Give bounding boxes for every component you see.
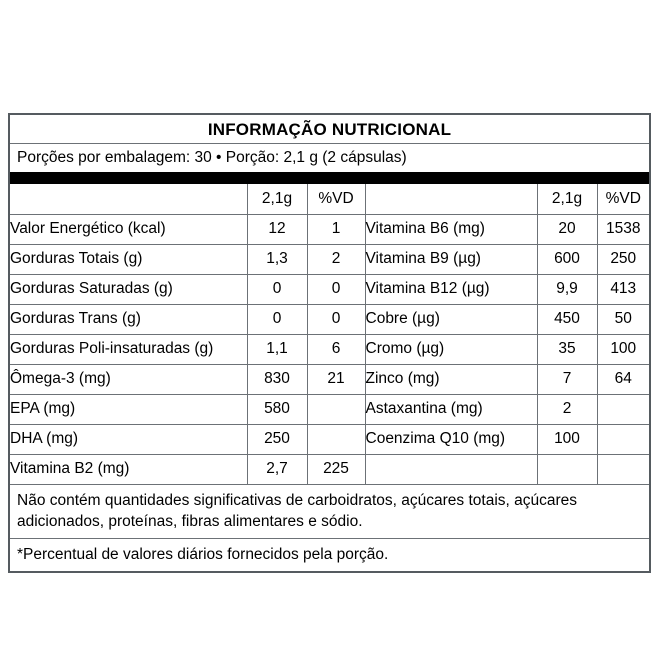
serving-information: Porções por embalagem: 30 • Porção: 2,1 g (2 cápsulas) (17, 149, 407, 166)
row-left-amount: 0 (247, 304, 307, 334)
table-row (10, 394, 649, 424)
row-left-name: Valor Energético (kcal) (10, 214, 247, 244)
header-left-amount: 2,1g (247, 184, 307, 214)
footnote-daily-values: *Percentual de valores diários fornecidos pela porção. (10, 538, 649, 571)
row-right-name: Astaxantina (mg) (365, 394, 537, 424)
row-left-name: Gorduras Poli-insaturadas (g) (10, 334, 247, 364)
row-left-name: Gorduras Trans (g) (10, 304, 247, 334)
row-right-vd (597, 394, 649, 424)
row-left-vd: 21 (307, 364, 365, 394)
row-left-vd: 0 (307, 304, 365, 334)
nutrition-table (10, 184, 649, 484)
footnote-insignificant-amounts (10, 484, 649, 538)
header-left-name (10, 184, 247, 214)
row-left-amount: 1,1 (247, 334, 307, 364)
row-right-amount: 7 (537, 364, 597, 394)
row-left-amount: 830 (247, 364, 307, 394)
row-left-name: Gorduras Saturadas (g) (10, 274, 247, 304)
row-left-vd: 2 (307, 244, 365, 274)
row-left-vd: 6 (307, 334, 365, 364)
row-left-amount: 0 (247, 274, 307, 304)
row-right-name: Cromo (µg) (365, 334, 537, 364)
row-left-name: DHA (mg) (10, 424, 247, 454)
row-right-vd (597, 454, 649, 484)
row-left-amount: 580 (247, 394, 307, 424)
row-right-amount: 20 (537, 214, 597, 244)
row-right-amount: 35 (537, 334, 597, 364)
header-left-vd: %VD (307, 184, 365, 214)
table-row (10, 214, 649, 244)
row-right-amount: 100 (537, 424, 597, 454)
row-right-vd: 250 (597, 244, 649, 274)
row-right-name: Coenzima Q10 (mg) (365, 424, 537, 454)
row-right-vd (597, 424, 649, 454)
row-left-amount: 12 (247, 214, 307, 244)
table-header-row (10, 184, 649, 214)
row-right-name: Vitamina B9 (µg) (365, 244, 537, 274)
row-right-amount: 600 (537, 244, 597, 274)
row-left-name: Ômega-3 (mg) (10, 364, 247, 394)
row-right-name: Vitamina B6 (mg) (365, 214, 537, 244)
table-row (10, 304, 649, 334)
row-left-vd: 1 (307, 214, 365, 244)
row-left-vd (307, 394, 365, 424)
row-right-vd: 413 (597, 274, 649, 304)
row-left-vd: 0 (307, 274, 365, 304)
row-right-amount (537, 454, 597, 484)
row-left-name: Vitamina B2 (mg) (10, 454, 247, 484)
row-right-vd: 1538 (597, 214, 649, 244)
row-right-name: Zinco (mg) (365, 364, 537, 394)
row-right-name: Vitamina B12 (µg) (365, 274, 537, 304)
row-left-amount: 250 (247, 424, 307, 454)
row-left-amount: 2,7 (247, 454, 307, 484)
row-left-vd: 225 (307, 454, 365, 484)
table-row (10, 274, 649, 304)
row-right-amount: 450 (537, 304, 597, 334)
row-left-vd (307, 424, 365, 454)
row-right-amount: 2 (537, 394, 597, 424)
footnote-line-1: Não contém quantidades significativas de carboidratos, açúcares totais, açúcares (17, 492, 578, 509)
table-row (10, 424, 649, 454)
row-right-vd: 64 (597, 364, 649, 394)
header-right-name (365, 184, 537, 214)
row-right-name: Cobre (µg) (365, 304, 537, 334)
header-right-amount: 2,1g (537, 184, 597, 214)
nutrition-facts-panel (8, 113, 651, 573)
row-right-name (365, 454, 537, 484)
table-row (10, 244, 649, 274)
row-right-vd: 100 (597, 334, 649, 364)
black-divider-bar (10, 172, 649, 184)
page-title: INFORMAÇÃO NUTRICIONAL (10, 115, 649, 144)
row-left-name: EPA (mg) (10, 394, 247, 424)
footnote-line-2: adicionados, proteínas, fibras alimentares e sódio. (17, 513, 363, 530)
table-row (10, 364, 649, 394)
header-right-vd: %VD (597, 184, 649, 214)
row-left-name: Gorduras Totais (g) (10, 244, 247, 274)
row-right-amount: 9,9 (537, 274, 597, 304)
row-right-vd: 50 (597, 304, 649, 334)
table-row (10, 454, 649, 484)
row-left-amount: 1,3 (247, 244, 307, 274)
table-row (10, 334, 649, 364)
